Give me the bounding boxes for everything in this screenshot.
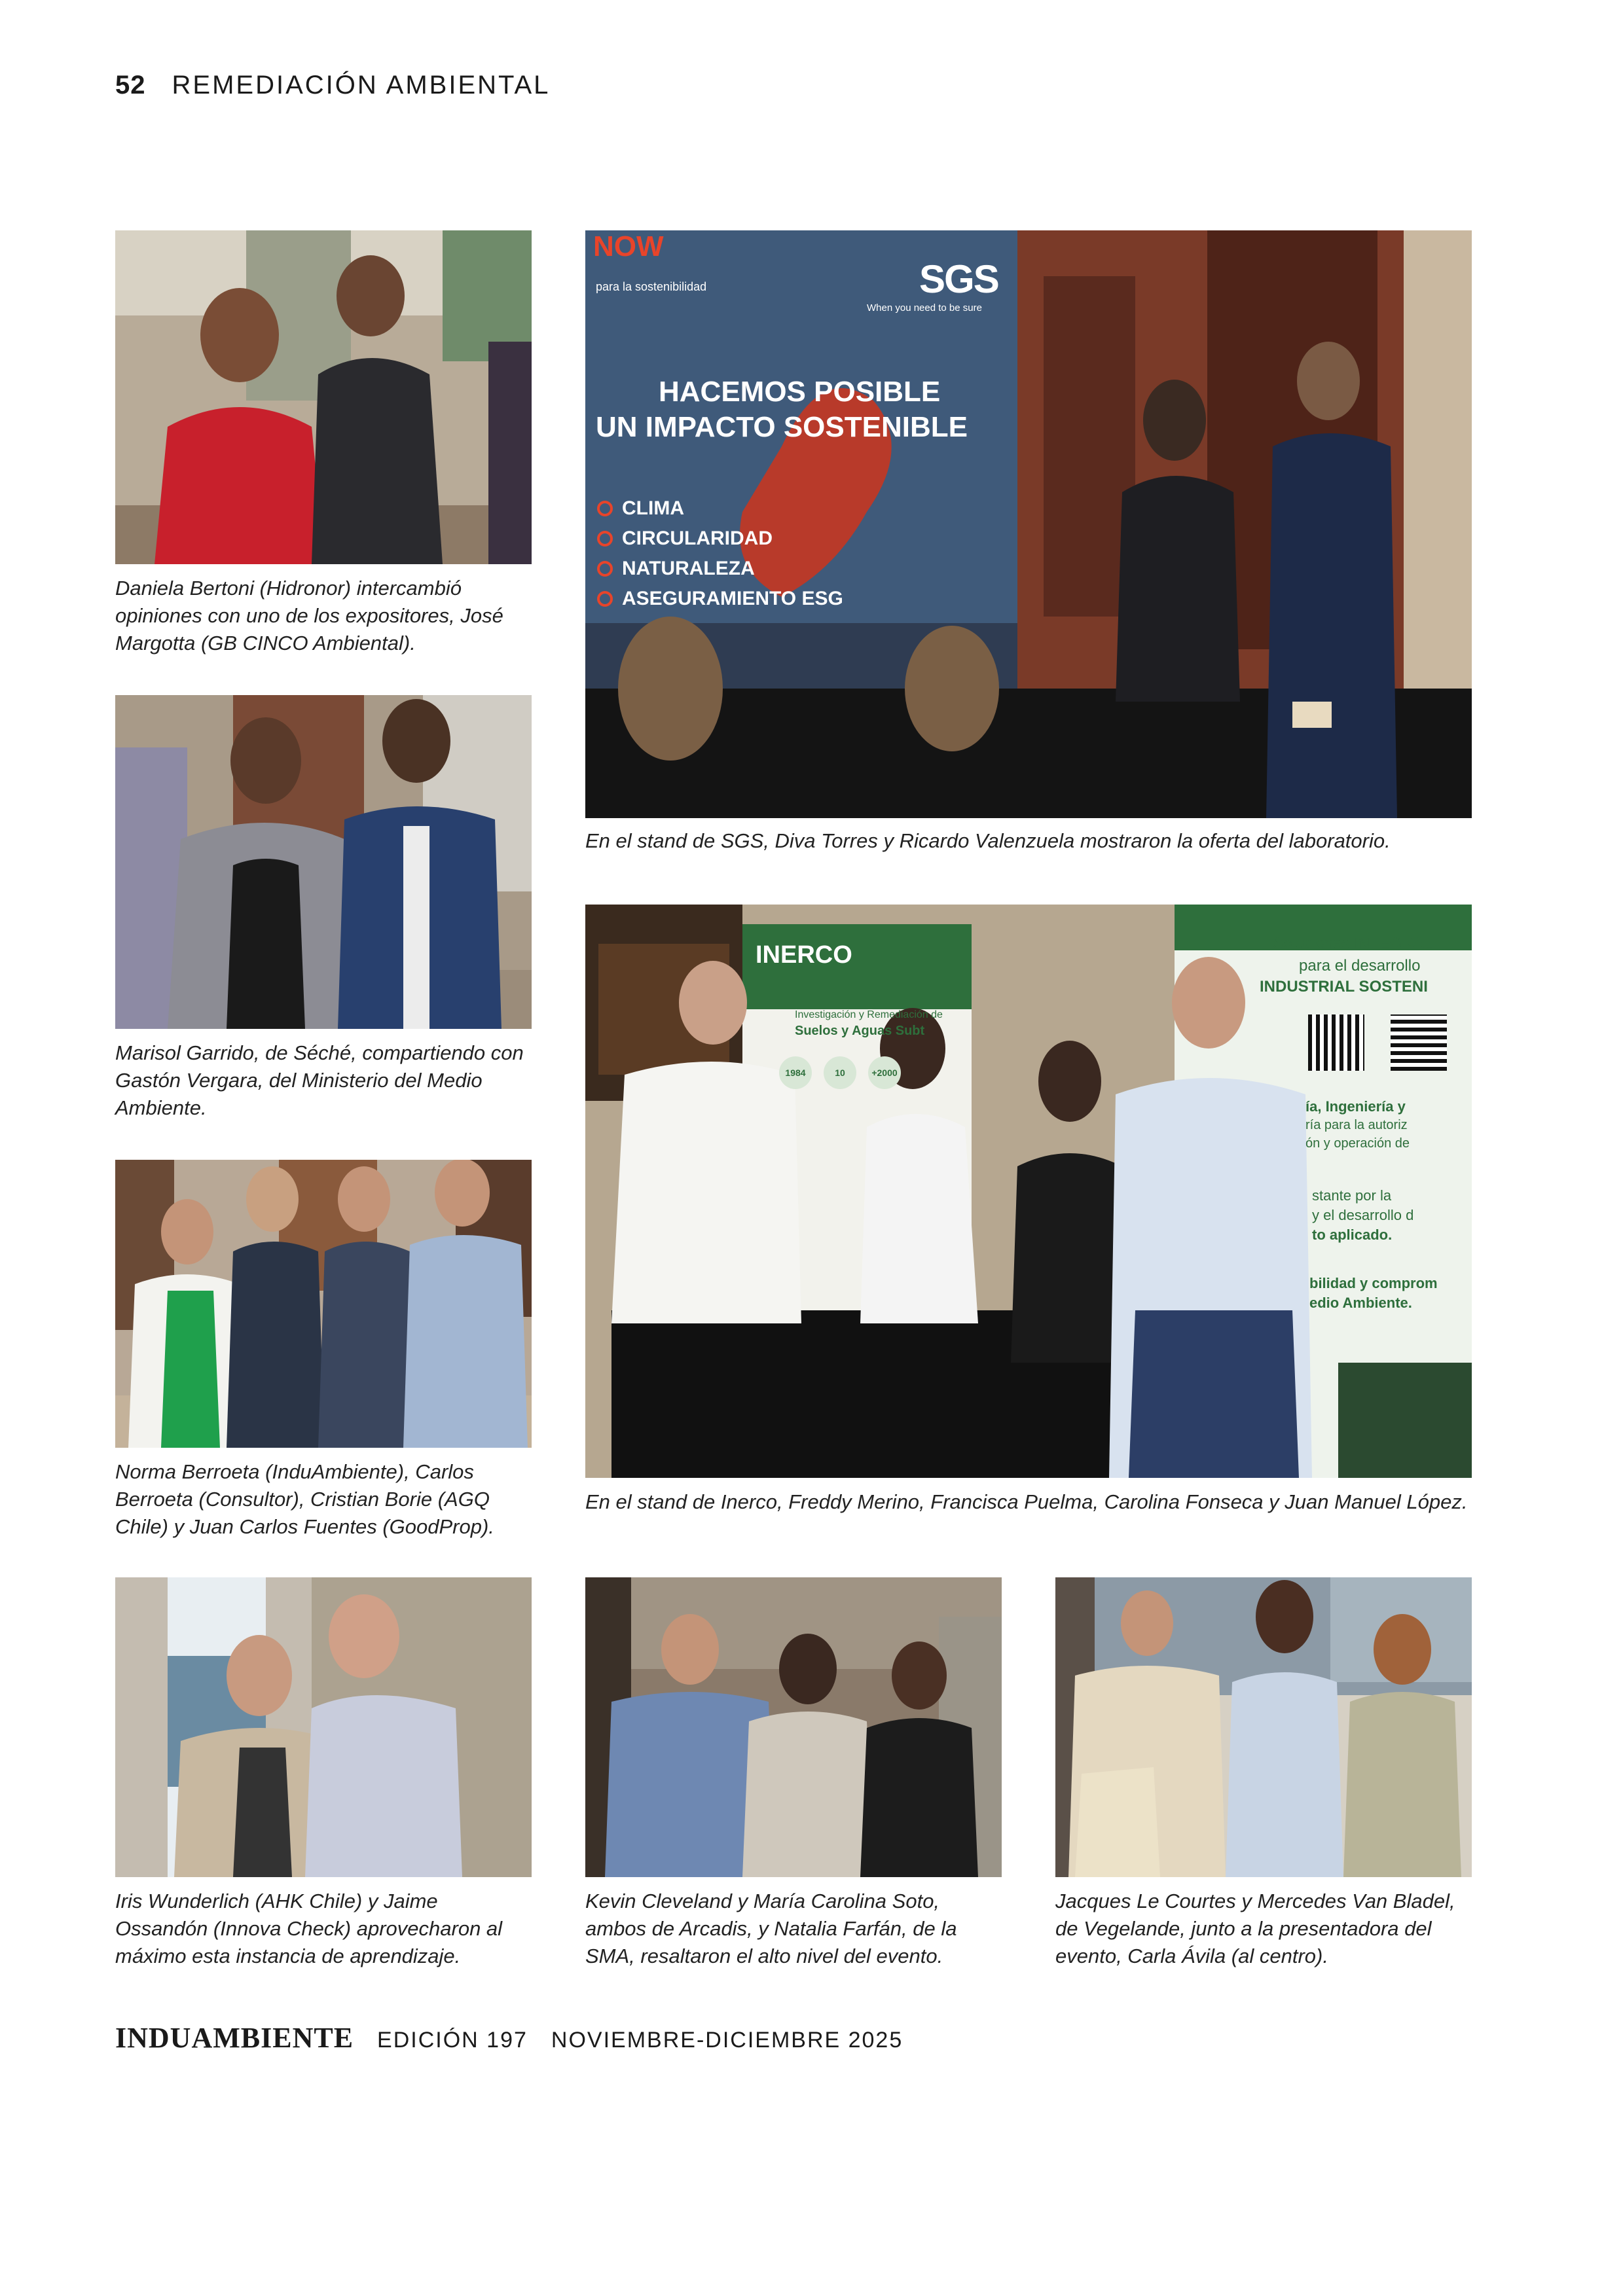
sgs-list-item: CIRCULARIDAD (597, 528, 843, 550)
inerco-qr-codes (1308, 1014, 1447, 1071)
sgs-banner-subtitle: para la sostenibilidad (596, 280, 707, 293)
page-footer (115, 2021, 903, 2054)
photo-berroeta-group (115, 1160, 532, 1448)
inerco-right-1: Soluciones INTEGRAL (1273, 935, 1433, 952)
ring-icon (597, 591, 613, 607)
qr-code-icon (1308, 1014, 1364, 1071)
ring-icon (597, 561, 613, 577)
inerco-right-8: y el desarrollo d (1312, 1207, 1414, 1223)
caption-inerco-stand: En el stand de Inerco, Freddy Merino, Francisca Puelma, Carolina Fonseca y Juan Manuel López. (585, 1490, 1468, 1513)
inerco-logo: INERCO (756, 941, 852, 969)
inerco-right-4: ía, Ingeniería y (1305, 1098, 1406, 1115)
inerco-stat: +2000 (868, 1056, 901, 1089)
inerco-right-3: INDUSTRIAL SOSTENI (1260, 978, 1428, 996)
photo-garrido-vergara (115, 695, 532, 1029)
edition-dates: NOVIEMBRE-DICIEMBRE 2025 (551, 2028, 903, 2053)
induambiente-logo: INDUAMBIENTE (115, 2022, 354, 2054)
sgs-logo: SGS (919, 257, 998, 301)
inerco-right-2: para el desarrollo (1299, 957, 1421, 975)
photo-sgs-stand (585, 230, 1472, 818)
ring-icon (597, 501, 613, 516)
sgs-headline-1: HACEMOS POSIBLE (659, 376, 941, 408)
page-number: 52 (115, 70, 146, 99)
ring-icon (597, 531, 613, 547)
caption-bertoni-margotta: Daniela Bertoni (Hidronor) intercambió opiniones con uno de los expositores, José Margotta (GB CINCO Ambiental). (115, 577, 503, 655)
photo-inerco-stand (585, 905, 1472, 1478)
photo-lecourtes-vanbladel-avila (1055, 1577, 1472, 1877)
inerco-right-6: ón y operación de (1305, 1136, 1410, 1151)
section-title: REMEDIACIÓN AMBIENTAL (172, 70, 551, 99)
inerco-right-5: ría para la autoriz (1305, 1118, 1408, 1132)
sgs-list (597, 497, 843, 610)
inerco-stat: 1984 (779, 1056, 812, 1089)
inerco-right-10: bilidad y comprom (1309, 1275, 1438, 1291)
photo-bertoni-margotta (115, 230, 532, 564)
sgs-list-item: CLIMA (597, 497, 843, 520)
caption-cleveland-soto-farfan: Kevin Cleveland y María Carolina Soto, ambos de Arcadis, y Natalia Farfán, de la SMA, resaltaron el alto nivel del evento. (585, 1890, 957, 1967)
page-header (115, 65, 550, 105)
inerco-right-11: edio Ambiente. (1309, 1295, 1412, 1311)
sgs-list-item: ASEGURAMIENTO ESG (597, 588, 843, 610)
caption-garrido-vergara: Marisol Garrido, de Séché, compartiendo con Gastón Vergara, del Ministerio del Medio Ambiente. (115, 1041, 524, 1119)
sgs-banner-top: NOW (593, 230, 664, 262)
caption-lecourtes-vanbladel-avila: Jacques Le Courtes y Mercedes Van Bladel, de Vegelande, junto a la presentadora del evento, Carla Ávila (al centro). (1055, 1890, 1455, 1967)
inerco-research: Investigación y Remediación de (795, 1009, 943, 1020)
inerco-right-7: stante por la (1312, 1187, 1392, 1204)
caption-berroeta-group: Norma Berroeta (InduAmbiente), Carlos Berroeta (Consultor), Cristian Borie (AGQ Chile) y Juan Carlos Fuentes (GoodProp). (115, 1460, 494, 1538)
caption-wunderlich-ossandon: Iris Wunderlich (AHK Chile) y Jaime Ossandón (Innova Check) aprovecharon al máximo esta instancia de aprendizaje. (115, 1890, 503, 1967)
qr-code-icon (1391, 1014, 1447, 1071)
inerco-stat: 10 (824, 1056, 856, 1089)
inerco-stats (779, 1056, 901, 1089)
inerco-right-9: to aplicado. (1312, 1227, 1393, 1243)
edition-number: EDICIÓN 197 (377, 2028, 528, 2053)
inerco-research-2: Suelos y Aguas Subt (795, 1024, 925, 1038)
caption-sgs-stand: En el stand de SGS, Diva Torres y Ricardo Valenzuela mostraron la oferta del laboratorio. (585, 829, 1391, 852)
photo-cleveland-soto-farfan (585, 1577, 1002, 1877)
photo-wunderlich-ossandon (115, 1577, 532, 1877)
sgs-logo-tagline: When you need to be sure (867, 302, 982, 314)
sgs-list-item: NATURALEZA (597, 558, 843, 580)
sgs-headline-2: UN IMPACTO SOSTENIBLE (596, 411, 968, 443)
